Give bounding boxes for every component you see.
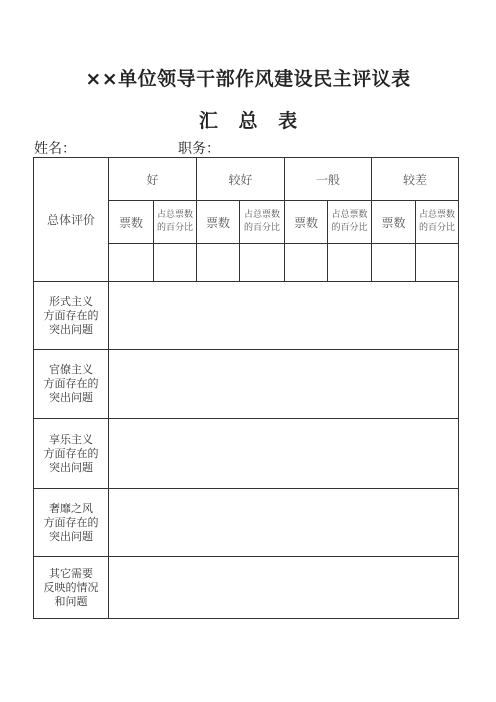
issue-entry-cell[interactable] [109, 557, 459, 619]
issue-label-extravagance: 奢靡之风 方面存在的 突出问题 [34, 489, 109, 557]
vote-entry-cell[interactable] [240, 244, 285, 282]
issue-entry-cell[interactable] [109, 350, 459, 419]
overall-evaluation-label: 总体评价 [34, 158, 109, 282]
grade-poor-header: 较差 [372, 158, 459, 201]
percent-header: 占总票数 的百分比 [416, 201, 459, 244]
votes-header: 票数 [109, 201, 154, 244]
vote-entry-cell[interactable] [372, 244, 416, 282]
issue-entry-cell[interactable] [109, 419, 459, 489]
issue-row [34, 489, 459, 557]
issue-entry-cell[interactable] [109, 489, 459, 557]
evaluation-table [33, 157, 459, 619]
percent-header: 占总票数 的百分比 [154, 201, 197, 244]
issue-label-other: 其它需要 反映的情况 和问题 [34, 557, 109, 619]
votes-header: 票数 [285, 201, 328, 244]
form-title: ××单位领导干部作风建设民主评议表 [85, 68, 411, 90]
grade-average-header: 一般 [285, 158, 372, 201]
vote-entry-cell[interactable] [154, 244, 197, 282]
votes-header: 票数 [197, 201, 240, 244]
issue-row [34, 557, 459, 619]
grade-good-header: 好 [109, 158, 197, 201]
job-label: 职务： [178, 141, 220, 157]
vote-entry-cell[interactable] [416, 244, 459, 282]
issue-label-hedonism: 享乐主义 方面存在的 突出问题 [34, 419, 109, 489]
vote-entry-cell[interactable] [197, 244, 240, 282]
grade-fairly-good-header: 较好 [197, 158, 285, 201]
vote-entry-cell[interactable] [109, 244, 154, 282]
issue-row [34, 282, 459, 350]
vote-entry-cell[interactable] [328, 244, 372, 282]
issue-row [34, 350, 459, 419]
issue-row [34, 419, 459, 489]
votes-header: 票数 [372, 201, 416, 244]
form-subtitle: 汇 总 表 [198, 110, 298, 132]
issue-entry-cell[interactable] [109, 282, 459, 350]
name-label: 姓名： [34, 141, 76, 157]
vote-entry-cell[interactable] [285, 244, 328, 282]
issue-label-bureaucracy: 官僚主义 方面存在的 突出问题 [34, 350, 109, 419]
percent-header: 占总票数 的百分比 [240, 201, 285, 244]
issue-label-formalism: 形式主义 方面存在的 突出问题 [34, 282, 109, 350]
percent-header: 占总票数 的百分比 [328, 201, 372, 244]
